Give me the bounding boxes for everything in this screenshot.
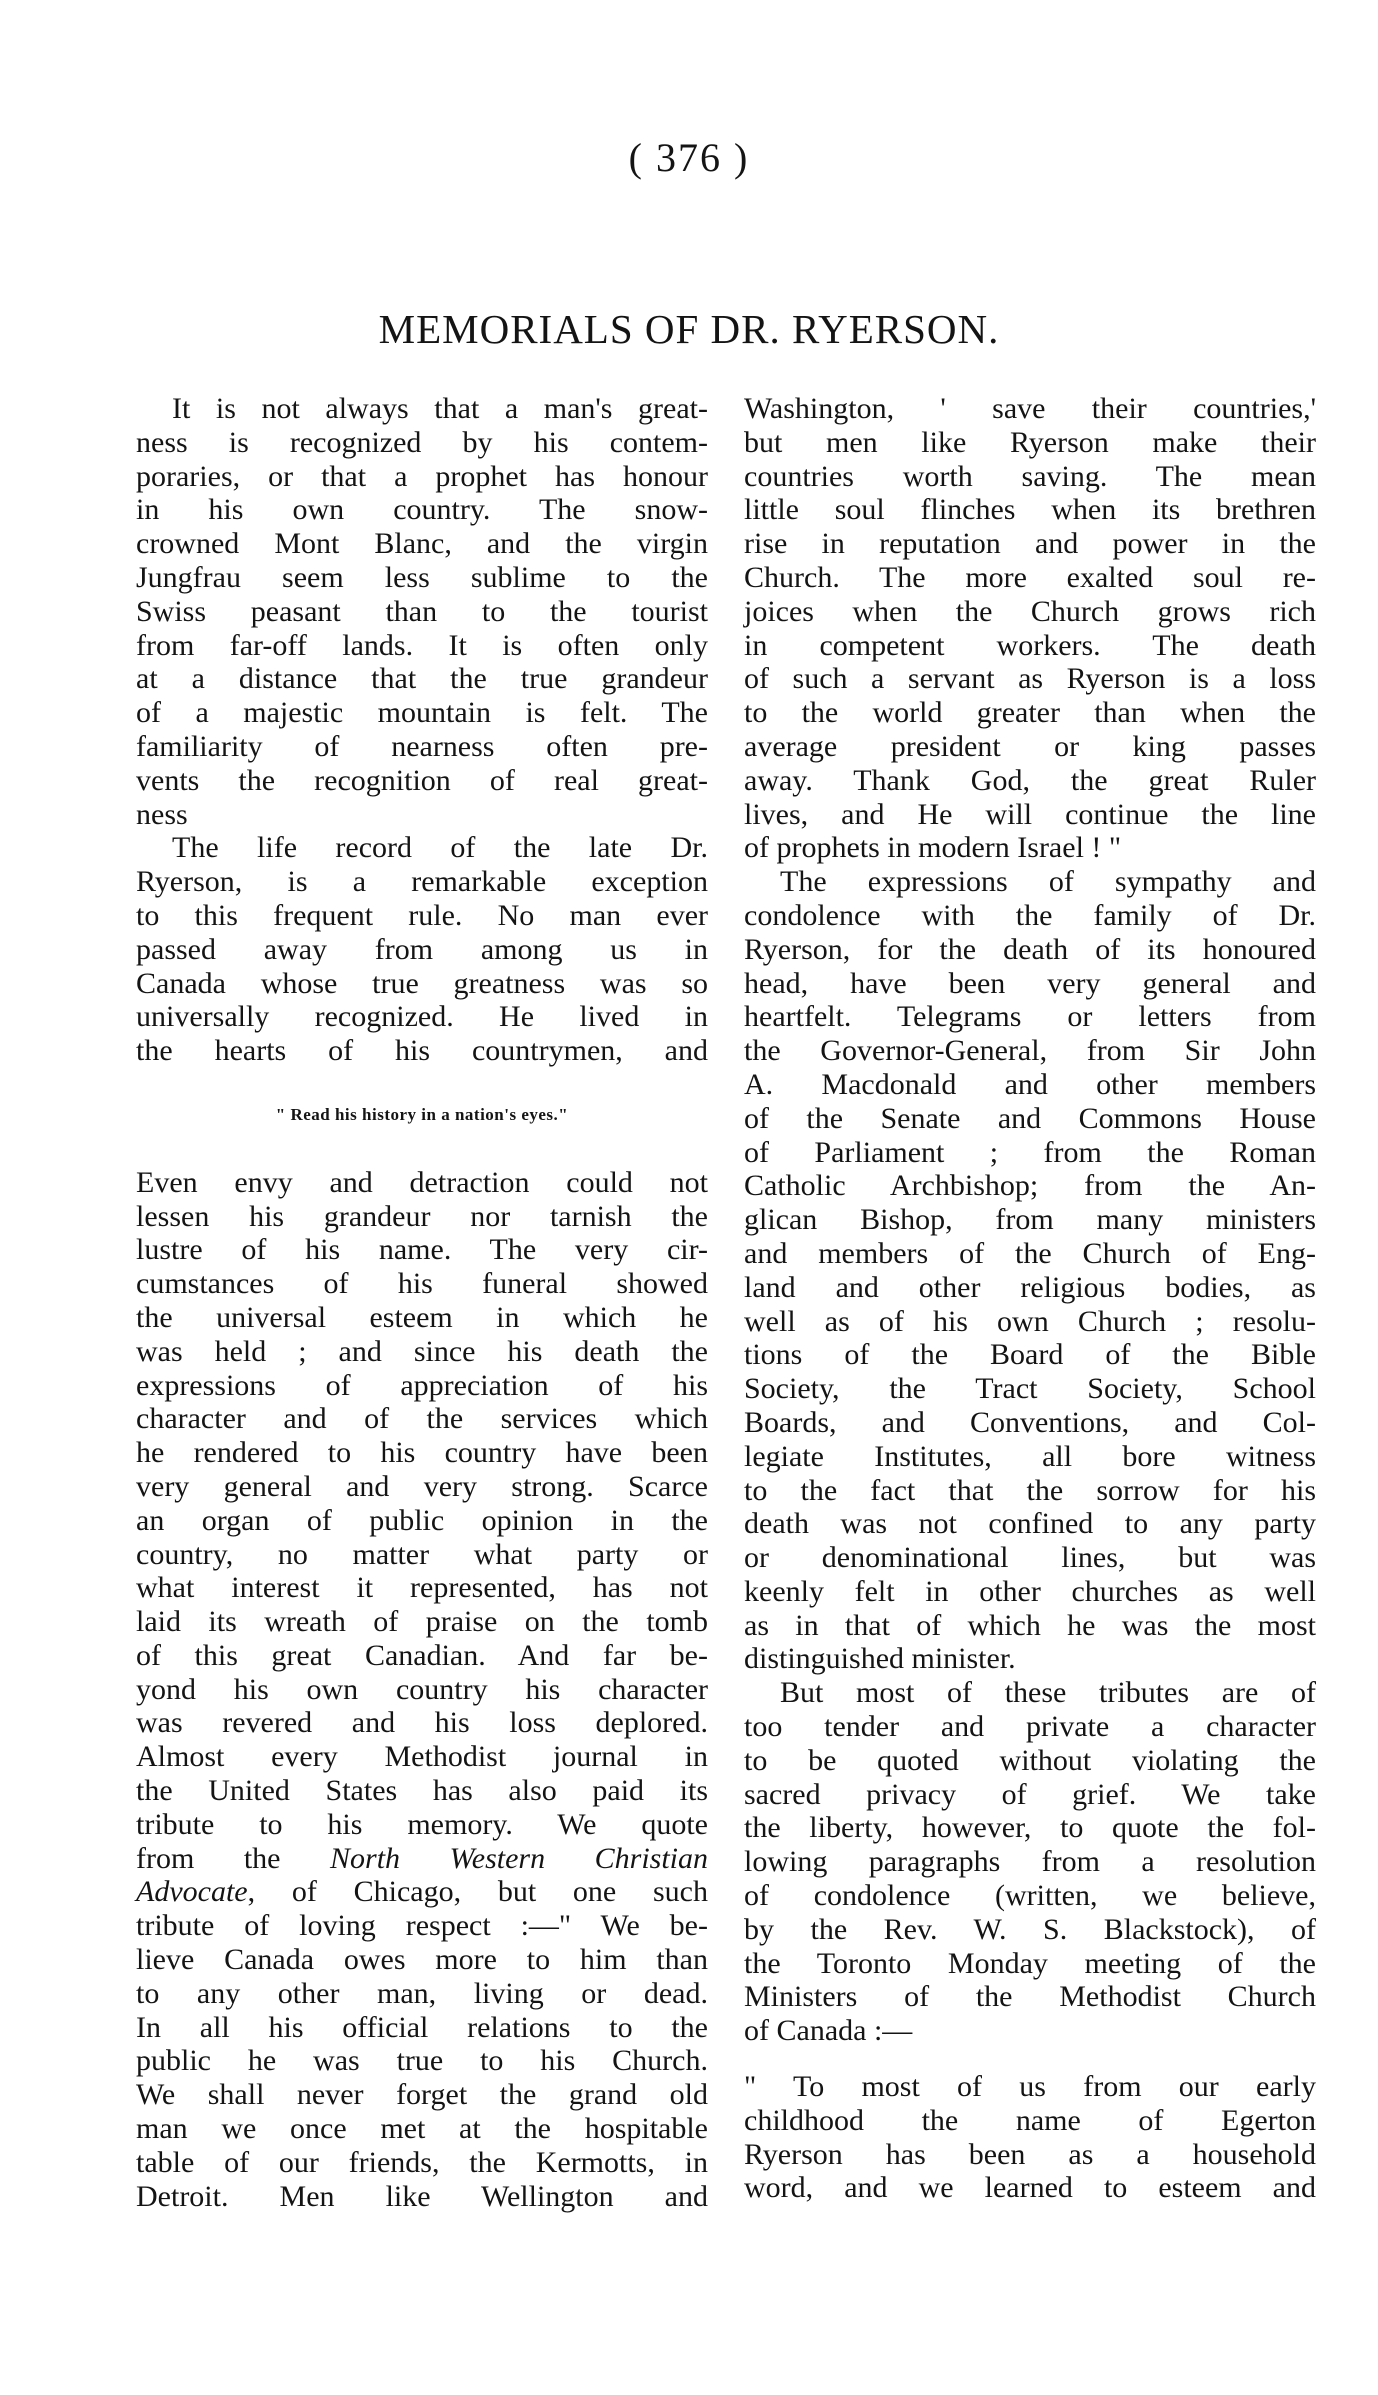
text-line: to the fact that the sorrow for his — [744, 1473, 1316, 1507]
text-line: of Parliament ; from the Roman — [744, 1135, 1316, 1169]
text-line: Ministers of the Methodist Church — [744, 1980, 1316, 2014]
text-line: the Toronto Monday meeting of the — [744, 1946, 1316, 1980]
text-line: lowing paragraphs from a resolution — [744, 1845, 1316, 1879]
text-line: away. Thank God, the great Ruler — [744, 763, 1316, 797]
text-line: the liberty, however, to quote the fol- — [744, 1811, 1316, 1845]
text-line: of the Senate and Commons House — [744, 1101, 1316, 1135]
text-line: Even envy and detraction could not — [136, 1165, 708, 1199]
text-line: joices when the Church grows rich — [744, 594, 1316, 628]
text-line: legiate Institutes, all bore witness — [744, 1439, 1316, 1473]
text-line: from far-off lands. It is often only — [136, 628, 708, 662]
text-line: A. Macdonald and other members — [744, 1067, 1316, 1101]
text-line: tions of the Board of the Bible — [744, 1338, 1316, 1372]
text-line: glican Bishop, from many ministers — [744, 1203, 1316, 1237]
text-line: " To most of us from our early — [744, 2070, 1316, 2104]
text-line: country, no matter what party or — [136, 1537, 708, 1571]
text-line: in his own country. The snow- — [136, 493, 708, 527]
text-line: or denominational lines, but was — [744, 1541, 1316, 1575]
text-line: Church. The more exalted soul re- — [744, 560, 1316, 594]
text-line: keenly felt in other churches as well — [744, 1574, 1316, 1608]
text-line: to this frequent rule. No man ever — [136, 898, 708, 932]
paragraph-gap — [744, 2048, 1316, 2070]
text-line: table of our friends, the Kermotts, in — [136, 2145, 708, 2179]
text-line: Catholic Archbishop; from the An- — [744, 1169, 1316, 1203]
text-line: character and of the services which — [136, 1402, 708, 1436]
text-line: Ryerson has been as a household — [744, 2137, 1316, 2171]
text-line: condolence with the family of Dr. — [744, 898, 1316, 932]
text-line: at a distance that the true grandeur — [136, 662, 708, 696]
text-line: the hearts of his countrymen, and — [136, 1034, 708, 1068]
text-line: tribute to his memory. We quote — [136, 1807, 708, 1841]
text-line: of prophets in modern Israel ! " — [744, 831, 1122, 865]
text-line: distinguished minister. — [744, 1642, 1016, 1676]
text-line: the United States has also paid its — [136, 1774, 708, 1808]
text-line: death was not confined to any party — [744, 1507, 1316, 1541]
epigraph-quote: " Read his history in a nation's eyes." — [275, 1104, 569, 1124]
text-line: public he was true to his Church. — [136, 2044, 708, 2078]
text-line: Ryerson, for the death of its honoured — [744, 932, 1316, 966]
paragraph-right-2 — [744, 865, 1316, 1676]
text-line: familiarity of nearness often pre- — [136, 729, 708, 763]
text-line: rise in reputation and power in the — [744, 527, 1316, 561]
text-line: of condolence (written, we believe, — [744, 1879, 1316, 1913]
text-line: to the world greater than when the — [744, 696, 1316, 730]
text-line: ness is recognized by his contem- — [136, 425, 708, 459]
text-line: well as of his own Church ; resolu- — [744, 1304, 1316, 1338]
text-line: Ryerson, is a remarkable exception — [136, 865, 708, 899]
right-column — [744, 392, 1316, 2205]
page-number: ( 376 ) — [628, 135, 750, 180]
text-line: childhood the name of Egerton — [744, 2103, 1316, 2137]
text-line: Boards, and Conventions, and Col- — [744, 1405, 1316, 1439]
text-line: Advocate, of Chicago, but one such — [136, 1875, 708, 1909]
text-line: countries worth saving. The mean — [744, 459, 1316, 493]
text-line: head, have been very general and — [744, 966, 1316, 1000]
paragraph-left-3 — [136, 1166, 708, 2214]
text-line: But most of these tributes are of — [780, 1676, 1316, 1710]
text-line: The expressions of sympathy and — [780, 865, 1316, 899]
text-line: We shall never forget the grand old — [136, 2078, 708, 2112]
text-line: lieve Canada owes more to him than — [136, 1943, 708, 1977]
text-line: Detroit. Men like Wellington and — [136, 2179, 708, 2213]
text-line: vents the recognition of real great- — [136, 763, 708, 797]
text-line: yond his own country his character — [136, 1672, 708, 1706]
text-line: passed away from among us in — [136, 932, 708, 966]
text-line: heartfelt. Telegrams or letters from — [744, 1000, 1316, 1034]
text-line: of such a servant as Ryerson is a loss — [744, 662, 1316, 696]
text-line: little soul flinches when its brethren — [744, 493, 1316, 527]
text-line: Canada whose true greatness was so — [136, 966, 708, 1000]
text-line: the Governor-General, from Sir John — [744, 1034, 1316, 1068]
text-line: lives, and He will continue the line — [744, 797, 1316, 831]
text-line: word, and we learned to esteem and — [744, 2171, 1316, 2205]
text-line: sacred privacy of grief. We take — [744, 1777, 1316, 1811]
text-line: man we once met at the hospitable — [136, 2112, 708, 2146]
text-line: of a majestic mountain is felt. The — [136, 696, 708, 730]
text-line: Society, the Tract Society, School — [744, 1372, 1316, 1406]
left-column — [136, 392, 708, 2213]
text-line: too tender and private a character — [744, 1710, 1316, 1744]
text-line: lessen his grandeur nor tarnish the — [136, 1199, 708, 1233]
paragraph-left-2 — [136, 831, 708, 1068]
text-line: land and other religious bodies, as — [744, 1270, 1316, 1304]
text-line: of Canada :— — [744, 2014, 913, 2048]
text-line: tribute of loving respect :—" We be- — [136, 1909, 708, 1943]
text-line: In all his official relations to the — [136, 2010, 708, 2044]
text-line: laid its wreath of praise on the tomb — [136, 1605, 708, 1639]
text-line: was held ; and since his death the — [136, 1334, 708, 1368]
text-line: Washington, ' save their countries,' — [744, 392, 1316, 425]
text-line: cumstances of his funeral showed — [136, 1267, 708, 1301]
text-line: ness — [136, 797, 188, 831]
text-line: was revered and his loss deplored. — [136, 1706, 708, 1740]
text-line: and members of the Church of Eng- — [744, 1236, 1316, 1270]
text-line: Almost every Methodist journal in — [136, 1740, 708, 1774]
text-line: he rendered to his country have been — [136, 1436, 708, 1470]
text-line: average president or king passes — [744, 729, 1316, 763]
text-line: expressions of appreciation of his — [136, 1368, 708, 1402]
paragraph-right-1 — [744, 392, 1316, 865]
text-line: as in that of which he was the most — [744, 1608, 1316, 1642]
page-title: MEMORIALS OF DR. RYERSON. — [378, 306, 1000, 352]
text-line: the universal esteem in which he — [136, 1300, 708, 1334]
text-line: Swiss peasant than to the tourist — [136, 594, 708, 628]
text-line: It is not always that a man's great- — [172, 392, 708, 425]
text-line: what interest it represented, has not — [136, 1571, 708, 1605]
text-line: very general and very strong. Scarce — [136, 1469, 708, 1503]
text-line: but men like Ryerson make their — [744, 425, 1316, 459]
text-line: from the North Western Christian — [136, 1841, 708, 1875]
text-line: to any other man, living or dead. — [136, 1976, 708, 2010]
text-line: to be quoted without violating the — [744, 1743, 1316, 1777]
text-line: of this great Canadian. And far be- — [136, 1638, 708, 1672]
text-line: The life record of the late Dr. — [172, 831, 708, 865]
text-line: an organ of public opinion in the — [136, 1503, 708, 1537]
paragraph-right-3 — [744, 1676, 1316, 2048]
text-line: by the Rev. W. S. Blackstock), of — [744, 1912, 1316, 1946]
text-line: lustre of his name. The very cir- — [136, 1233, 708, 1267]
text-line: universally recognized. He lived in — [136, 1000, 708, 1034]
paragraph-left-1 — [136, 392, 708, 831]
text-line: poraries, or that a prophet has honour — [136, 459, 708, 493]
text-line: in competent workers. The death — [744, 628, 1316, 662]
paragraph-right-4 — [744, 2070, 1316, 2205]
text-line: Jungfrau seem less sublime to the — [136, 560, 708, 594]
text-line: crowned Mont Blanc, and the virgin — [136, 527, 708, 561]
